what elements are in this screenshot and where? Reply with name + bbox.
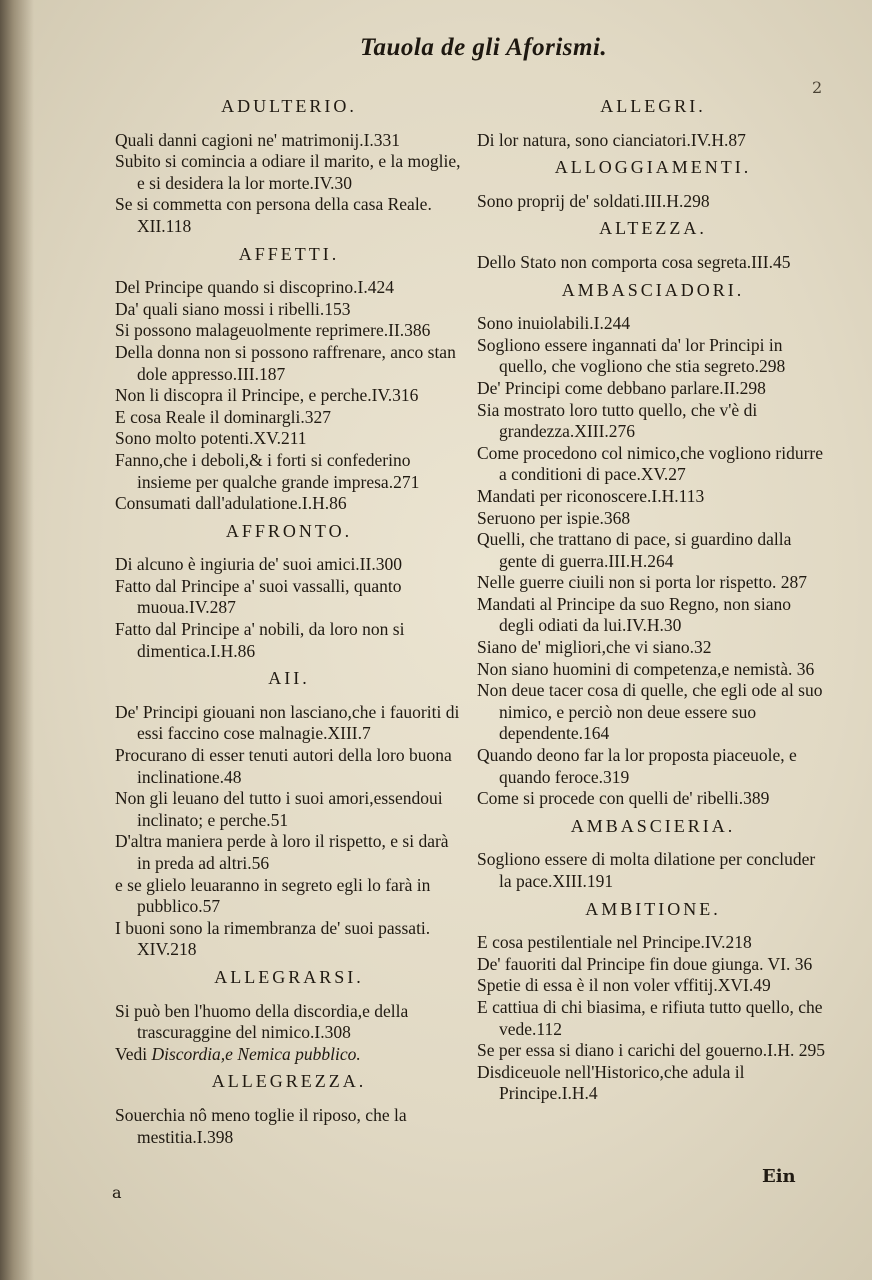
index-entry: Mandati al Principe da suo Regno, non siano degli odiati da lui.IV.H.30 [477,593,791,636]
index-section [477,899,829,1105]
index-entry: Non siano huomini di competenza,e nemistà. 36 [477,658,815,679]
index-entry: Quando deono far la lor proposta piaceuole, e quando feroce.319 [477,745,797,787]
index-section [115,668,463,961]
folio-number: 2 [812,78,823,97]
index-entry: Sogliono essere ingannati da' lor Principi in quello, che vogliono che stia segreto.298 [477,334,786,377]
cross-reference-label: Vedi [115,1043,148,1064]
section-heading: ALLEGRARSI. [214,966,364,987]
index-section [115,96,463,238]
section-heading: AMBASCIADORI. [561,279,745,300]
index-entry: Quelli, che trattano di pace, si guardino dalla gente di guerra.III.H.264 [477,529,792,571]
section-heading: ADULTERIO. [221,96,357,116]
index-section [477,96,829,151]
page-gutter-shadow [0,0,34,1280]
index-entry: Del Principe quando si discoprino.I.424 [115,277,394,298]
cross-reference [115,1044,463,1066]
index-section [477,816,829,893]
index-entry: Non gli leuano del tutto i suoi amori,essendoui inclinato; e perche.51 [115,788,443,830]
running-head: Tauola de gli Aforismi. [360,34,608,61]
index-entry: Di lor natura, sono cianciatori.IV.H.87 [477,129,746,150]
section-heading: ALLEGREZZA. [211,1071,367,1092]
catchword: Ein [762,1166,796,1187]
index-entry: Se si commetta con persona della casa Reale. XII.118 [115,194,432,236]
section-heading: AMBITIONE. [585,898,721,919]
left-column [115,90,463,1148]
index-section [115,967,463,1065]
right-column [477,90,829,1105]
index-entry: Sono molto potenti.XV.211 [115,428,307,449]
index-entry: Fatto dal Principe a' suoi vassalli, quanto muoua.IV.287 [115,575,402,618]
index-entry: Procurano di esser tenuti autori della loro buona inclinatione.48 [115,745,452,787]
index-entry: Mandati per riconoscere.I.H.113 [477,485,705,506]
index-entry: Sono inuiolabili.I.244 [477,313,631,334]
index-entry: Sogliono essere di molta dilatione per concluder la pace.XIII.191 [477,849,816,891]
index-entry: Di alcuno è ingiuria de' suoi amici.II.300 [115,554,402,575]
index-section [477,218,829,273]
section-heading: AFFRONTO. [225,520,353,541]
section-heading: ALTEZZA. [599,218,707,239]
signature-mark: a [112,1183,122,1202]
index-entry: E cosa Reale il dominargli.327 [115,406,331,427]
index-entry: E cosa pestilentiale nel Principe.IV.218 [477,932,752,953]
index-entry: E cattiua di chi biasima, e rifiuta tutto quello, che vede.112 [477,996,823,1039]
section-heading: AII. [268,668,310,689]
index-entry: De' Principi giouani non lasciano,che i fauoriti di essi faccino cose malnagie.XIII.7 [115,701,460,744]
index-entry: Si può ben l'huomo della discordia,e della trascuraggine del nimico.I.308 [115,1000,409,1043]
section-heading: AMBASCIERIA. [570,815,736,836]
index-entry: Da' quali siano mossi i ribelli.153 [115,298,351,319]
index-entry: Della donna non si possono raffrenare, anco stan dole appresso.III.187 [115,341,456,384]
index-entry: Spetie di essa è il non voler vffitij.XVI.49 [477,975,771,996]
index-section [115,1071,463,1148]
index-entry: Come procedono col nimico,che vogliono ridurre a conditioni di pace.XV.27 [477,442,824,485]
index-entry: Disdiceuole nell'Historico,che adula il Principe.I.H.4 [477,1061,745,1104]
index-entry: e se glielo leuaranno in segreto egli lo farà in pubblico.57 [115,874,431,917]
index-entry: Sono proprij de' soldati.III.H.298 [477,190,710,211]
index-entry: Seruono per ispie.368 [477,507,631,528]
cross-reference-text: Discordia,e Nemica pubblico. [151,1043,361,1064]
index-entry: I buoni sono la rimembranza de' suoi passati. XIV.218 [115,917,431,960]
index-entry: Sia mostrato loro tutto quello, che v'è di grandezza.XIII.276 [477,399,758,442]
index-section [477,280,829,810]
index-entry: Dello Stato non comporta cosa segreta.III.45 [477,251,791,272]
index-entry: Come si procede con quelli de' ribelli.389 [477,788,770,809]
index-entry: D'altra maniera perde à loro il rispetto, e si darà in preda ad altri.56 [115,831,449,873]
index-entry: Subito si comincia a odiare il marito, e la moglie, e si desidera la lor morte.IV.30 [115,151,461,193]
index-entry: Se per essa si diano i carichi del gouerno.I.H. 295 [477,1040,825,1061]
index-section [115,521,463,663]
index-entry: De' fauoriti dal Principe fin doue giunga. VI. 36 [477,953,813,974]
index-entry: Fatto dal Principe a' nobili, da loro non si dimentica.I.H.86 [115,619,405,661]
index-entry: Non li discopra il Principe, e perche.IV.316 [115,385,419,406]
section-heading: AFFETTI. [238,243,340,264]
index-section [477,157,829,212]
index-entry: De' Principi come debbano parlare.II.298 [477,377,766,398]
index-entry: Quali danni cagioni ne' matrimonij.I.331 [115,129,401,150]
section-heading: ALLOGGIAMENTI. [554,157,752,178]
section-heading: ALLEGRI. [600,96,706,116]
index-entry: Consumati dall'adulatione.I.H.86 [115,493,347,514]
index-entry: Souerchia nô meno toglie il riposo, che la mestitia.I.398 [115,1104,407,1147]
index-entry: Fanno,che i deboli,& i forti si confederino insieme per qualche grande impresa.271 [115,449,420,492]
index-entry: Siano de' migliori,che vi siano.32 [477,637,712,658]
index-entry: Non deue tacer cosa di quelle, che egli ode al suo nimico, e perciò non deue essere suo dependente.164 [477,680,823,744]
index-section [115,244,463,515]
index-entry: Si possono malageuolmente reprimere.II.386 [115,320,431,341]
index-entry: Nelle guerre ciuili non si porta lor rispetto. 287 [477,572,807,593]
